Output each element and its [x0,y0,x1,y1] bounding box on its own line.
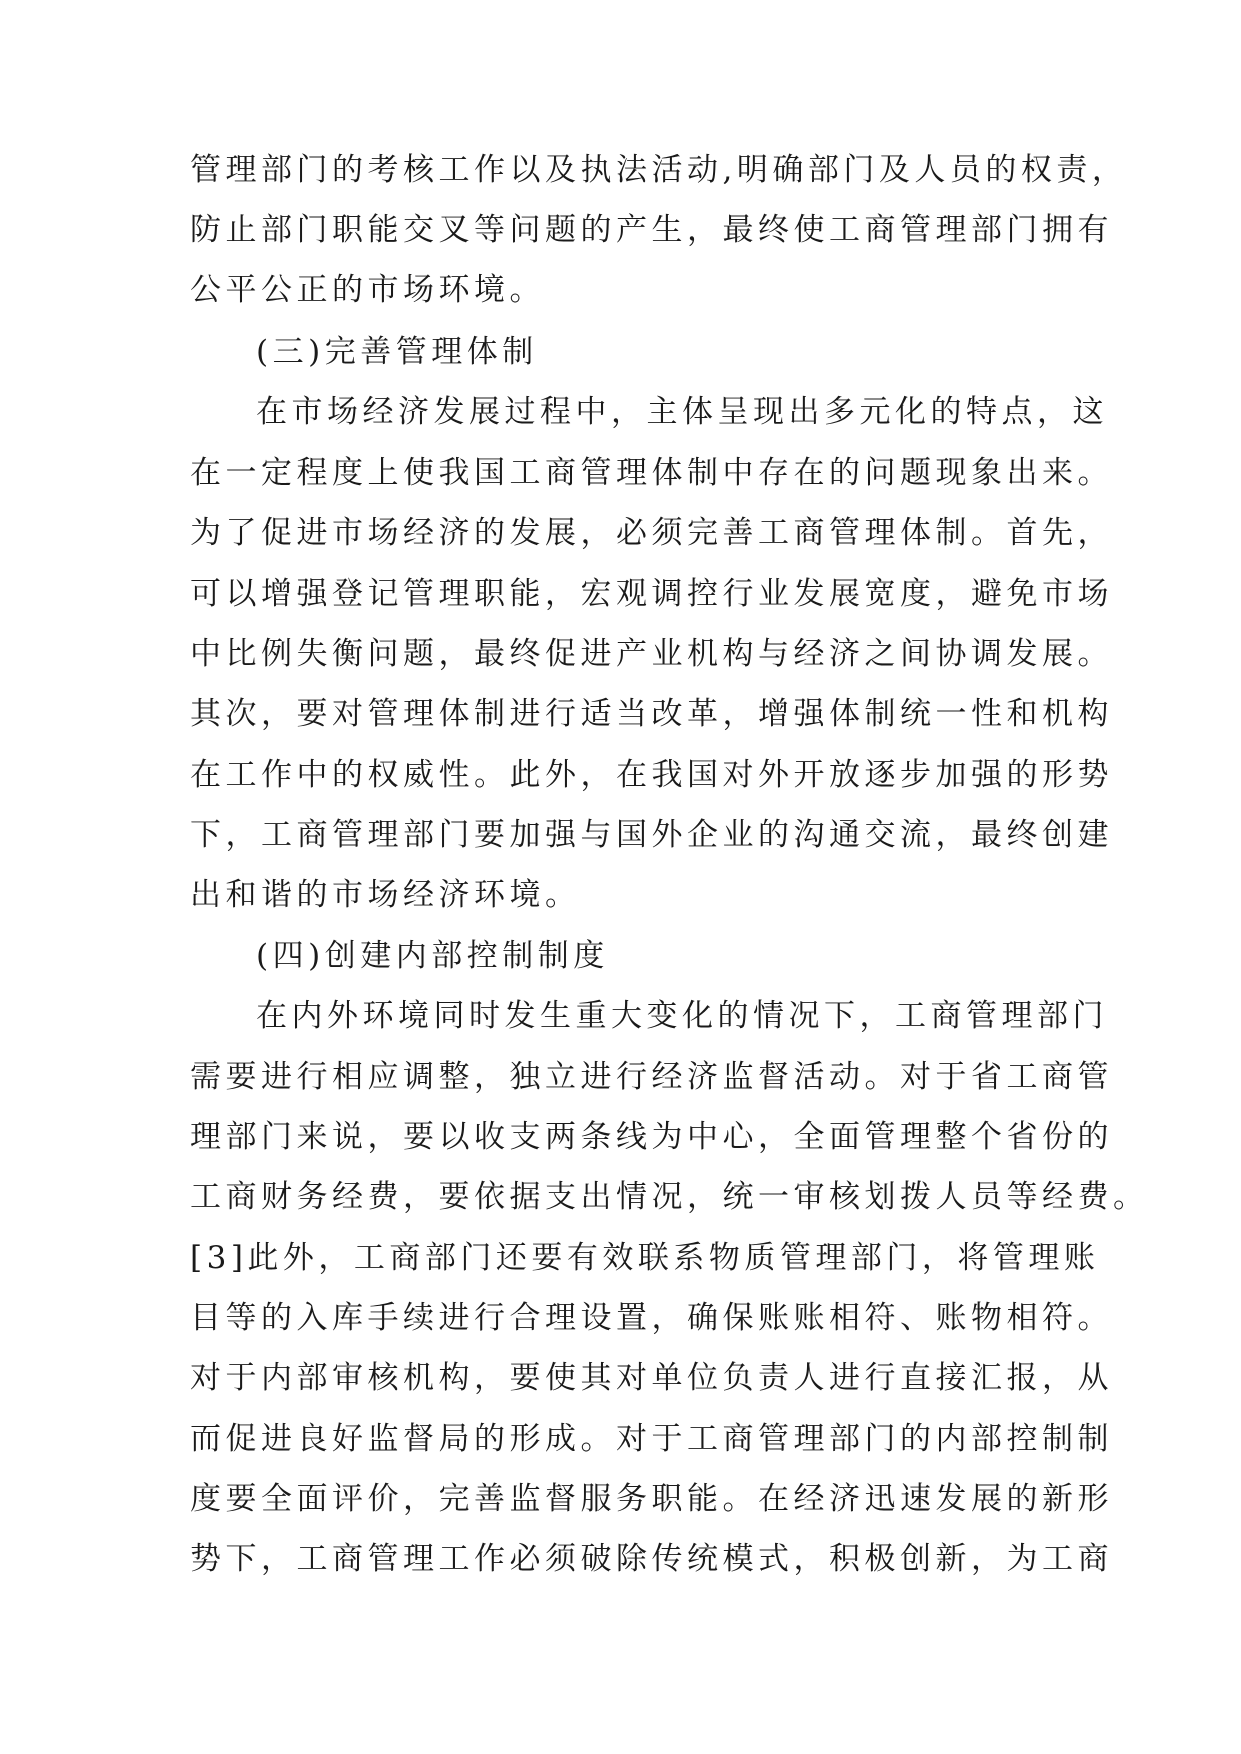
section-heading: (三)完善管理体制 [256,334,538,370]
text-line: [3]此外，工商部门还要有效联系物质管理部门，将管理账 [190,1240,1100,1276]
text-line: 为了促进市场经济的发展，必须完善工商管理体制。首先， [190,515,1113,551]
text-line: 下，工商管理部门要加强与国外企业的沟通交流，最终创建 [190,817,1113,853]
text-line: 在市场经济发展过程中，主体呈现出多元化的特点，这 [256,394,1108,430]
text-line: 管理部门的考核工作以及执法活动,明确部门及人员的权责， [190,152,1128,188]
text-line: 其次，要对管理体制进行适当改革，增强体制统一性和机构 [190,696,1113,732]
text-line: 势下，工商管理工作必须破除传统模式，积极创新，为工商 [190,1541,1113,1577]
text-line: 可以增强登记管理职能，宏观调控行业发展宽度，避免市场 [190,576,1113,612]
text-line: 在工作中的权威性。此外，在我国对外开放逐步加强的形势 [190,757,1113,793]
text-line: 理部门来说，要以收支两条线为中心，全面管理整个省份的 [190,1119,1113,1155]
text-line: 在一定程度上使我国工商管理体制中存在的问题现象出来。 [190,455,1113,491]
text-line: 防止部门职能交叉等问题的产生，最终使工商管理部门拥有 [190,212,1113,248]
text-line: 度要全面评价，完善监督服务职能。在经济迅速发展的新形 [190,1481,1113,1517]
text-line: 在内外环境同时发生重大变化的情况下，工商管理部门 [256,998,1108,1034]
text-line: 对于内部审核机构，要使其对单位负责人进行直接汇报，从 [190,1360,1113,1396]
text-line: 中比例失衡问题，最终促进产业机构与经济之间协调发展。 [190,636,1113,672]
section-heading: (四)创建内部控制制度 [256,938,609,974]
text-line: 目等的入库手续进行合理设置，确保账账相符、账物相符。 [190,1300,1113,1336]
text-line: 而促进良好监督局的形成。对于工商管理部门的内部控制制 [190,1421,1113,1457]
text-line: 工商财务经费，要依据支出情况，统一审核划拨人员等经费。 [190,1179,1149,1215]
text-line: 公平公正的市场环境。 [190,272,545,308]
text-line: 需要进行相应调整，独立进行经济监督活动。对于省工商管 [190,1059,1113,1095]
text-line: 出和谐的市场经济环境。 [190,877,581,913]
